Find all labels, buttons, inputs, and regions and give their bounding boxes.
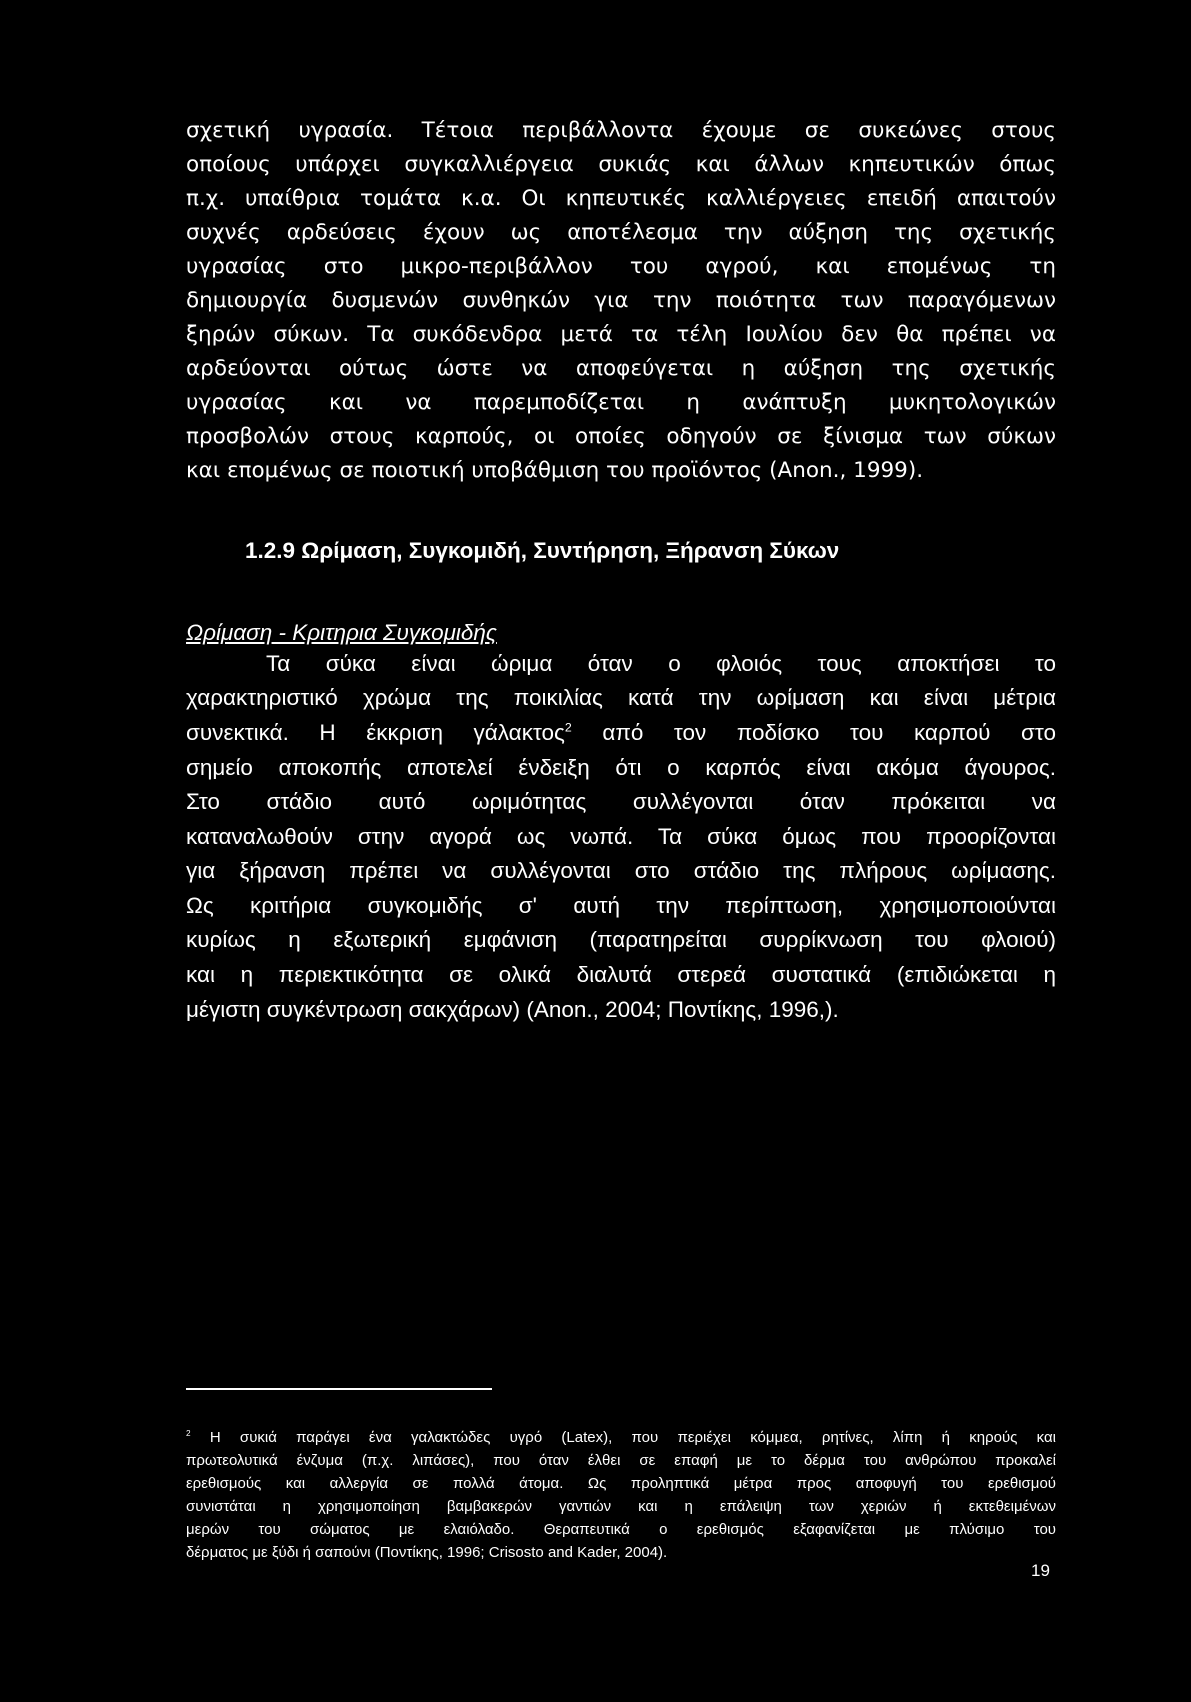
text-line [186, 716, 1056, 750]
text-line: κυρίως η εξωτερική εμφάνιση (παρατηρείται συρρίκνωση του φλοιού) [186, 927, 1056, 952]
text-line: υγρασίας και να παρεμποδίζεται η ανάπτυξη μυκητολογικών [186, 390, 1056, 415]
footnote-marker: 2 [186, 1429, 191, 1438]
footnote-reference[interactable]: 2 [564, 720, 572, 735]
footnote-line: μερών του σώματος με ελαιόλαδο. Θεραπευτικά ο ερεθισμός εξαφανίζεται με πλύσιμο του [186, 1521, 1056, 1538]
subsection-heading: Ωρίμαση - Κριτηρια Συγκομιδής [186, 620, 497, 645]
footnote-line [186, 1426, 1056, 1449]
text-line: Τα σύκα είναι ώριμα όταν ο φλοιός τους αποκτήσει το [266, 651, 1056, 676]
section-heading: 1.2.9 Ωρίμαση, Συγκομιδή, Συντήρηση, Ξήρανση Σύκων [245, 538, 840, 563]
text-line: Στο στάδιο αυτό ωριμότητας συλλέγονται όταν πρόκειται να [186, 789, 1056, 814]
text-line: συχνές αρδεύσεις έχουν ως αποτέλεσμα την αύξηση της σχετικής [186, 220, 1056, 245]
text-line: ξηρών σύκων. Τα συκόδενδρα μετά τα τέλη Ιουλίου δεν θα πρέπει να [186, 322, 1056, 347]
text-line: για ξήρανση πρέπει να συλλέγονται στο στάδιο της πλήρους ωρίμασης. [186, 858, 1056, 883]
text-segment: Η συκιά παράγει ένα γαλακτώδες υγρό (Latex), που περιέχει κόμμεα, ρητίνες, λίπη ή κηρούς και [190, 1429, 1056, 1446]
footnote-line: πρωτεολυτικά ένζυμα (π.χ. λιπάσες), που όταν έλθει σε επαφή με το δέρμα του ανθρώπου προκαλεί [186, 1452, 1056, 1469]
footnote-line: δέρματος με ξύδι ή σαπούνι (Ποντίκης, 1996; Crisosto and Kader, 2004). [186, 1544, 668, 1561]
text-line: μέγιστη συγκέντρωση σακχάρων) (Anon., 2004; Ποντίκης, 1996,). [186, 997, 839, 1022]
text-line: Ως κριτήρια συγκομιδής σ' αυτή την περίπτωση, χρησιμοποιούνται [186, 893, 1056, 918]
footnote-line: συνιστάται η χρησιμοποίηση βαμβακερών γαντιών και η επάλειψη των χεριών ή εκτεθειμένων [186, 1498, 1056, 1515]
text-line: και επομένως σε ποιοτική υποβάθμιση του προϊόντος (Anon., 1999). [186, 458, 924, 483]
text-line: π.χ. υπαίθρια τομάτα κ.α. Οι κηπευτικές καλλιέργειες επειδή απαιτούν [186, 186, 1056, 211]
text-line: σημείο αποκοπής αποτελεί ένδειξη ότι ο καρπός είναι ακόμα άγουρος. [186, 755, 1056, 780]
text-segment: συνεκτικά. Η έκκριση γάλακτος [186, 720, 565, 745]
text-line: προσβολών στους καρπούς, οι οποίες οδηγούν σε ξίνισμα των σύκων [186, 424, 1056, 449]
text-line: δημιουργία δυσμενών συνθηκών για την ποιότητα των παραγόμενων [186, 288, 1056, 313]
footnote-divider [186, 1388, 492, 1390]
footnote-line: ερεθισμούς και αλλεργία σε πολλά άτομα. Ως προληπτικά μέτρα προς αποφυγή του ερεθισμού [186, 1475, 1056, 1492]
text-line: καταναλωθούν στην αγορά ως νωπά. Τα σύκα όμως που προορίζονται [186, 824, 1056, 849]
text-line: υγρασίας στο μικρο-περιβάλλον του αγρού, και επομένως τη [186, 254, 1056, 279]
text-line: και η περιεκτικότητα σε ολικά διαλυτά στερεά συστατικά (επιδιώκεται η [186, 962, 1056, 987]
text-line: αρδεύονται ούτως ώστε να αποφεύγεται η αύξηση της σχετικής [186, 356, 1056, 381]
text-segment: από τον ποδίσκο του καρπού στο [571, 720, 1056, 745]
text-line: οποίους υπάρχει συγκαλλιέργεια συκιάς και άλλων κηπευτικών όπως [186, 152, 1056, 177]
text-line: σχετική υγρασία. Τέτοια περιβάλλοντα έχουμε σε συκεώνες στους [186, 118, 1056, 143]
text-line: χαρακτηριστικό χρώμα της ποικιλίας κατά την ωρίμαση και είναι μέτρια [186, 685, 1056, 710]
page-number: 19 [1031, 1561, 1050, 1580]
